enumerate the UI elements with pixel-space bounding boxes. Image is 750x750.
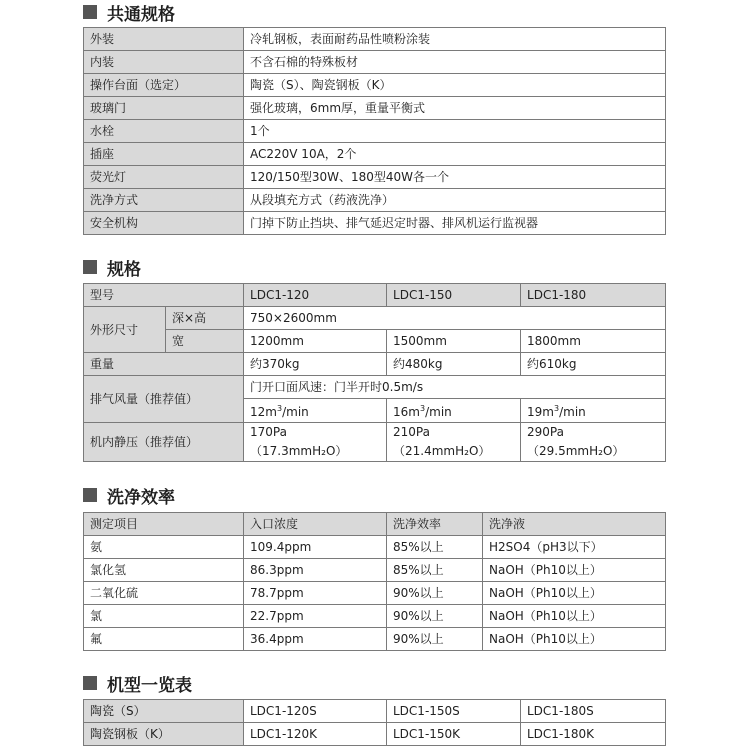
efficiency-table: [83, 512, 666, 651]
common-spec-table: [83, 27, 666, 235]
table-row: [84, 97, 666, 120]
table-row: [84, 536, 666, 559]
row-label: 荧光灯: [84, 166, 244, 189]
width-value: 1800mm: [521, 330, 666, 353]
table-cell: 85%以上: [387, 559, 483, 582]
table-cell: 二氧化硫: [84, 582, 244, 605]
row-value: 120/150型30W、180型40W各一个: [244, 166, 666, 189]
table-row: [84, 120, 666, 143]
table-cell: 90%以上: [387, 605, 483, 628]
row-value: 强化玻璃，6mm厚，重量平衡式: [244, 97, 666, 120]
section-title-common: [83, 0, 175, 24]
table-row: [84, 700, 666, 723]
table-row: [84, 28, 666, 51]
section-title-text: 洗净效率: [107, 487, 175, 508]
table-row: [84, 723, 666, 746]
table-row: [84, 212, 666, 235]
table-cell: 36.4ppm: [244, 628, 387, 651]
row-value: AC220V 10A，2个: [244, 143, 666, 166]
table-row: [84, 605, 666, 628]
row-label: 安全机构: [84, 212, 244, 235]
table-row: [84, 166, 666, 189]
dims-label: 外形尺寸: [84, 307, 166, 353]
table-row: [84, 284, 666, 307]
depth-height-label: 深×高: [166, 307, 244, 330]
table-row: [84, 423, 666, 462]
table-row: [84, 559, 666, 582]
spec-table: [83, 283, 666, 462]
pressure-label: 机内静压（推荐值）: [84, 423, 244, 462]
model-code: LDC1-150S: [387, 700, 521, 723]
pressure-value: 290Pa （29.5mmH₂O）: [521, 423, 666, 462]
row-value: 从段填充方式（药液洗净）: [244, 189, 666, 212]
model-code: LDC1-180S: [521, 700, 666, 723]
model-code: LDC1-120S: [244, 700, 387, 723]
table-row: [84, 330, 666, 353]
row-value: 陶瓷（S）、陶瓷钢板（K）: [244, 74, 666, 97]
table-cell: 109.4ppm: [244, 536, 387, 559]
table-row: [84, 307, 666, 330]
airflow-value: $19m^3/\min$: [521, 399, 666, 423]
table-cell: NaOH（Ph10以上）: [483, 559, 666, 582]
row-label: 陶瓷钢板（K）: [84, 723, 244, 746]
table-row: [84, 376, 666, 399]
square-bullet-icon: [83, 676, 97, 690]
table-cell: 氟: [84, 628, 244, 651]
airflow-note: 门开口面风速：门半开时0.5m/s: [244, 376, 666, 399]
section-title-text: 机型一览表: [107, 675, 192, 696]
column-header: 洗净效率: [387, 513, 483, 536]
airflow-value: $16m^3/\min$: [387, 399, 521, 423]
row-label: 插座: [84, 143, 244, 166]
row-value: 1个: [244, 120, 666, 143]
model-code: LDC1-120K: [244, 723, 387, 746]
row-label: 操作台面（选定）: [84, 74, 244, 97]
section-title-models: [83, 671, 192, 695]
section-title-spec: [83, 255, 141, 279]
weight-value: 约610kg: [521, 353, 666, 376]
airflow-value: $12m^3/\min$: [244, 399, 387, 423]
pressure-value: 170Pa （17.3mmH₂O）: [244, 423, 387, 462]
model-code: LDC1-180K: [521, 723, 666, 746]
weight-label: 重量: [84, 353, 244, 376]
row-value: 冷轧钢板，表面耐药品性喷粉涂装: [244, 28, 666, 51]
column-header: 洗净液: [483, 513, 666, 536]
table-cell: 90%以上: [387, 628, 483, 651]
depth-height-value: 750×2600mm: [244, 307, 666, 330]
row-value: 不含石棉的特殊板材: [244, 51, 666, 74]
section-title-efficiency: [83, 483, 175, 507]
row-label: 水栓: [84, 120, 244, 143]
square-bullet-icon: [83, 488, 97, 502]
table-cell: NaOH（Ph10以上）: [483, 628, 666, 651]
row-label: 外装: [84, 28, 244, 51]
table-row: [84, 628, 666, 651]
table-cell: NaOH（Ph10以上）: [483, 582, 666, 605]
model-label: 型号: [84, 284, 244, 307]
table-cell: 90%以上: [387, 582, 483, 605]
table-cell: 85%以上: [387, 536, 483, 559]
weight-value: 约370kg: [244, 353, 387, 376]
section-title-text: 共通规格: [107, 4, 175, 25]
width-label: 宽: [166, 330, 244, 353]
width-value: 1500mm: [387, 330, 521, 353]
table-cell: 86.3ppm: [244, 559, 387, 582]
table-row: [84, 513, 666, 536]
column-header: 测定项目: [84, 513, 244, 536]
row-value: 门掉下防止挡块、排气延迟定时器、排风机运行监视器: [244, 212, 666, 235]
row-label: 玻璃门: [84, 97, 244, 120]
table-cell: H2SO4（pH3以下）: [483, 536, 666, 559]
table-row: [84, 189, 666, 212]
square-bullet-icon: [83, 260, 97, 274]
table-cell: 22.7ppm: [244, 605, 387, 628]
table-row: [84, 353, 666, 376]
column-header: 入口浓度: [244, 513, 387, 536]
model-name: LDC1-150: [387, 284, 521, 307]
table-cell: 氯化氢: [84, 559, 244, 582]
model-name: LDC1-120: [244, 284, 387, 307]
table-row: [84, 51, 666, 74]
table-cell: 氨: [84, 536, 244, 559]
table-cell: 氯: [84, 605, 244, 628]
square-bullet-icon: [83, 5, 97, 19]
width-value: 1200mm: [244, 330, 387, 353]
model-code: LDC1-150K: [387, 723, 521, 746]
pressure-value: 210Pa （21.4mmH₂O）: [387, 423, 521, 462]
table-row: [84, 582, 666, 605]
table-row: [84, 143, 666, 166]
model-name: LDC1-180: [521, 284, 666, 307]
row-label: 洗净方式: [84, 189, 244, 212]
models-table: [83, 699, 666, 746]
table-cell: NaOH（Ph10以上）: [483, 605, 666, 628]
airflow-label: 排气风量（推荐值）: [84, 376, 244, 423]
section-title-text: 规格: [107, 259, 141, 280]
row-label: 陶瓷（S）: [84, 700, 244, 723]
row-label: 内装: [84, 51, 244, 74]
table-cell: 78.7ppm: [244, 582, 387, 605]
table-row: [84, 74, 666, 97]
weight-value: 约480kg: [387, 353, 521, 376]
